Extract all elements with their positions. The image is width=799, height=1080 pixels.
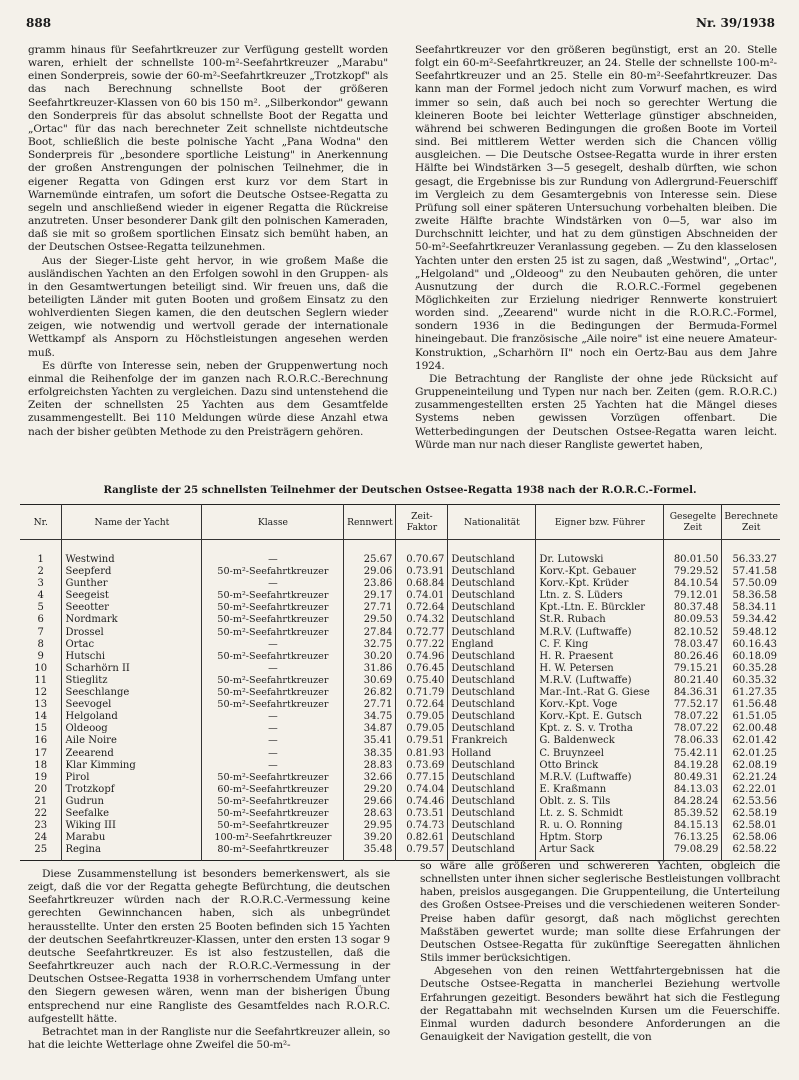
cell-rennwert: 27.84 [344,627,396,639]
cell-berechnete-zeit: 62.01.25 [722,748,780,760]
cell-zeitfaktor: 0.79.57 [396,844,448,861]
cell-gesegelte-zeit: 78.07.22 [664,711,722,723]
cell-klasse: 80-m²-Seefahrtkreuzer [202,844,344,861]
cell-rennwert: 29.50 [344,614,396,626]
cell-klasse: 50-m²-Seefahrtkreuzer [202,796,344,808]
cell-klasse: 50-m²-Seefahrtkreuzer [202,602,344,614]
cell-klasse: — [202,735,344,747]
table-row [20,760,780,772]
header-name: Name der Yacht [62,505,202,540]
cell-name: Gudrun [62,796,202,808]
cell-nr: 15 [20,723,62,735]
paragraph: Diese Zusammenstellung ist besonders bemerkenswert, als sie zeigt, daß die vor der Regatta gehegte Befürchtung, die deutschen Seefahrtkreuzer würden nach der R.O.R.C.-Vermessung keine gerechten Gewinnchancen haben, sich als unbegründet herausstellte. Unter den ersten 25 Booten befinden sich 15 Yachten der deutschen Seefahrtkreuzer-Klassen, unter den ersten 13 sogar 9 deutsche Seefahrtkreuzer. Es ist also festzustellen, daß die Seefahrtkreuzer auch nach der R.O.R.C.-Vermessung in der Deutschen Ostsee-Regatta 1938 in vorherrschendem Umfang unter den Siegern gewesen wären, wenn man der bisherigen Übung entsprechend nur eine Rangliste des Gesamtfeldes nach R.O.R.C. aufgestellt hätte. [28,868,390,1025]
cell-gesegelte-zeit: 84.36.31 [664,687,722,699]
cell-nr: 4 [20,590,62,602]
table-row [20,651,780,663]
table-row [20,699,780,711]
cell-berechnete-zeit: 62.58.06 [722,832,780,844]
table-title: Rangliste der 25 schnellsten Teilnehmer der Deutschen Ostsee-Regatta 1938 nach der R.O.R.C.-Formel. [103,484,697,496]
cell-klasse: 50-m²-Seefahrtkreuzer [202,675,344,687]
cell-gesegelte-zeit: 79.29.52 [664,566,722,578]
table-row [20,735,780,747]
cell-klasse: — [202,748,344,760]
cell-eigner: Otto Brinck [536,760,664,772]
cell-zeitfaktor: 0.74.04 [396,784,448,796]
cell-zeitfaktor: 0.72.77 [396,627,448,639]
cell-eigner: Korv.-Kpt. Gebauer [536,566,664,578]
cell-nr: 13 [20,699,62,711]
cell-nationalitaet: Deutschland [448,772,536,784]
cell-berechnete-zeit: 60.35.28 [722,663,780,675]
cell-nationalitaet: Deutschland [448,723,536,735]
cell-zeitfaktor: 0.70.67 [396,540,448,567]
cell-eigner: Artur Sack [536,844,664,861]
cell-nr: 8 [20,639,62,651]
cell-gesegelte-zeit: 78.03.47 [664,639,722,651]
cell-berechnete-zeit: 58.36.58 [722,590,780,602]
cell-zeitfaktor: 0.73.69 [396,760,448,772]
cell-gesegelte-zeit: 84.19.28 [664,760,722,772]
cell-rennwert: 28.63 [344,808,396,820]
cell-nationalitaet: Deutschland [448,614,536,626]
cell-nationalitaet: Deutschland [448,760,536,772]
cell-eigner: M.R.V. (Luftwaffe) [536,675,664,687]
cell-name: Nordmark [62,614,202,626]
issue-number: Nr. 39/1938 [695,16,775,30]
cell-zeitfaktor: 0.72.64 [396,602,448,614]
cell-name: Helgoland [62,711,202,723]
header-zeitfaktor: Zeit-Faktor [396,505,448,540]
cell-berechnete-zeit: 62.01.42 [722,735,780,747]
cell-gesegelte-zeit: 77.52.17 [664,699,722,711]
cell-zeitfaktor: 0.75.40 [396,675,448,687]
cell-nr: 3 [20,578,62,590]
cell-rennwert: 27.71 [344,699,396,711]
cell-nationalitaet: Holland [448,748,536,760]
cell-nationalitaet: Deutschland [448,687,536,699]
cell-nr: 7 [20,627,62,639]
cell-nationalitaet: Deutschland [448,796,536,808]
cell-eigner: Kpt. z. S. v. Trotha [536,723,664,735]
cell-name: Pirol [62,772,202,784]
cell-rennwert: 38.35 [344,748,396,760]
cell-rennwert: 32.66 [344,772,396,784]
table-row [20,639,780,651]
page-number: 888 [26,16,52,30]
header-rennwert: Rennwert [344,505,396,540]
cell-nationalitaet: Frankreich [448,735,536,747]
cell-zeitfaktor: 0.77.15 [396,772,448,784]
header-berechnete-zeit: Berechnete Zeit [722,505,780,540]
cell-nationalitaet: Deutschland [448,540,536,567]
cell-zeitfaktor: 0.74.73 [396,820,448,832]
cell-klasse: 50-m²-Seefahrtkreuzer [202,590,344,602]
cell-eigner: C. Bruynzeel [536,748,664,760]
cell-rennwert: 29.17 [344,590,396,602]
cell-zeitfaktor: 0.79.05 [396,711,448,723]
cell-name: Seeotter [62,602,202,614]
cell-eigner: Lt. z. S. Schmidt [536,808,664,820]
cell-name: Marabu [62,832,202,844]
cell-berechnete-zeit: 61.27.35 [722,687,780,699]
table-row [20,590,780,602]
cell-klasse: — [202,540,344,567]
cell-name: Westwind [62,540,202,567]
cell-nr: 12 [20,687,62,699]
cell-gesegelte-zeit: 80.01.50 [664,540,722,567]
cell-nationalitaet: England [448,639,536,651]
table-row [20,687,780,699]
column-bottom-left [28,868,390,1052]
cell-rennwert: 29.66 [344,796,396,808]
cell-nationalitaet: Deutschland [448,832,536,844]
cell-rennwert: 27.71 [344,602,396,614]
cell-eigner: Korv.-Kpt. E. Gutsch [536,711,664,723]
cell-nr: 25 [20,844,62,861]
cell-klasse: 60-m²-Seefahrtkreuzer [202,784,344,796]
cell-berechnete-zeit: 60.35.32 [722,675,780,687]
cell-rennwert: 29.20 [344,784,396,796]
cell-nationalitaet: Deutschland [448,627,536,639]
cell-gesegelte-zeit: 80.21.40 [664,675,722,687]
cell-berechnete-zeit: 62.58.22 [722,844,780,861]
cell-zeitfaktor: 0.82.61 [396,832,448,844]
cell-eigner: Hptm. Storp [536,832,664,844]
cell-klasse: 50-m²-Seefahrtkreuzer [202,627,344,639]
cell-name: Seeschlange [62,687,202,699]
cell-klasse: — [202,711,344,723]
cell-klasse: — [202,639,344,651]
cell-name: Scharhörn II [62,663,202,675]
cell-zeitfaktor: 0.74.96 [396,651,448,663]
cell-eigner: M.R.V. (Luftwaffe) [536,772,664,784]
cell-nationalitaet: Deutschland [448,663,536,675]
cell-rennwert: 28.83 [344,760,396,772]
table-row [20,808,780,820]
cell-zeitfaktor: 0.76.45 [396,663,448,675]
cell-klasse: — [202,723,344,735]
cell-rennwert: 35.41 [344,735,396,747]
table-row [20,602,780,614]
cell-gesegelte-zeit: 80.09.53 [664,614,722,626]
cell-nr: 1 [20,540,62,567]
cell-zeitfaktor: 0.73.51 [396,808,448,820]
cell-klasse: 50-m²-Seefahrtkreuzer [202,687,344,699]
cell-name: Oldeoog [62,723,202,735]
cell-nationalitaet: Deutschland [448,590,536,602]
cell-zeitfaktor: 0.71.79 [396,687,448,699]
cell-gesegelte-zeit: 79.08.29 [664,844,722,861]
cell-name: Klar Kimming [62,760,202,772]
cell-klasse: — [202,663,344,675]
cell-zeitfaktor: 0.77.22 [396,639,448,651]
cell-nr: 19 [20,772,62,784]
cell-gesegelte-zeit: 84.13.03 [664,784,722,796]
table-row [20,723,780,735]
cell-nr: 5 [20,602,62,614]
cell-gesegelte-zeit: 85.39.52 [664,808,722,820]
cell-eigner: Korv.-Kpt. Krüder [536,578,664,590]
paragraph: Die Betrachtung der Rangliste der ohne jede Rücksicht auf Gruppeneinteilung und Typen nur nach ber. Zeiten (gem. R.O.R.C.) zusammengestellten ersten 25 Yachten hat die Mängel dieses Systems neben gewissen Vorzügen offenbart. Die Wetterbedingungen der Deutschen Ostsee-Regatta waren leicht. Würde man nur nach dieser Rangliste gewertet haben, [415,372,777,451]
cell-gesegelte-zeit: 80.37.48 [664,602,722,614]
cell-nationalitaet: Deutschland [448,711,536,723]
cell-nr: 24 [20,832,62,844]
cell-eigner: Dr. Lutowski [536,540,664,567]
cell-zeitfaktor: 0.81.93 [396,748,448,760]
cell-berechnete-zeit: 61.56.48 [722,699,780,711]
table-row [20,820,780,832]
table-row [20,566,780,578]
paragraph: Abgesehen von den reinen Wettfahrtergebnissen hat die Deutsche Ostsee-Regatta in mancherlei Beziehung wertvolle Erfahrungen gezeitigt. Besonders bewährt hat sich die Festlegung der Regattabahn mit wechselnden Kursen um die Feuerschiffe. Einmal wurden dadurch besondere Anforderungen an die Genauigkeit der Navigation gestellt, die von [420,965,780,1044]
table-row [20,796,780,808]
cell-zeitfaktor: 0.73.91 [396,566,448,578]
cell-klasse: 50-m²-Seefahrtkreuzer [202,614,344,626]
cell-name: Ortac [62,639,202,651]
cell-zeitfaktor: 0.79.05 [396,723,448,735]
cell-berechnete-zeit: 57.41.58 [722,566,780,578]
column-bottom-right [420,860,780,1044]
header-nr: Nr. [20,505,62,540]
header-klasse: Klasse [202,505,344,540]
cell-name: Trotzkopf [62,784,202,796]
cell-gesegelte-zeit: 80.26.46 [664,651,722,663]
cell-klasse: 50-m²-Seefahrtkreuzer [202,699,344,711]
table-header-row [20,505,780,540]
cell-nationalitaet: Deutschland [448,844,536,861]
cell-berechnete-zeit: 59.48.12 [722,627,780,639]
cell-nr: 6 [20,614,62,626]
cell-rennwert: 29.95 [344,820,396,832]
cell-klasse: 50-m²-Seefahrtkreuzer [202,820,344,832]
header-nationalitaet: Nationalität [448,505,536,540]
table-row [20,614,780,626]
cell-berechnete-zeit: 62.21.24 [722,772,780,784]
cell-name: Regina [62,844,202,861]
cell-nr: 9 [20,651,62,663]
header-eigner: Eigner bzw. Führer [536,505,664,540]
table-row [20,748,780,760]
cell-eigner: Korv.-Kpt. Voge [536,699,664,711]
cell-berechnete-zeit: 62.58.01 [722,820,780,832]
cell-gesegelte-zeit: 79.15.21 [664,663,722,675]
cell-rennwert: 23.86 [344,578,396,590]
cell-nr: 2 [20,566,62,578]
cell-berechnete-zeit: 62.00.48 [722,723,780,735]
cell-klasse: 50-m²-Seefahrtkreuzer [202,651,344,663]
cell-eigner: H. W. Petersen [536,663,664,675]
cell-eigner: C. F. King [536,639,664,651]
cell-berechnete-zeit: 58.34.11 [722,602,780,614]
cell-zeitfaktor: 0.68.84 [396,578,448,590]
cell-eigner: H. R. Praesent [536,651,664,663]
cell-berechnete-zeit: 62.22.01 [722,784,780,796]
cell-name: Seefalke [62,808,202,820]
cell-name: Seegeist [62,590,202,602]
cell-berechnete-zeit: 61.51.05 [722,711,780,723]
cell-eigner: Ltn. z. S. Lüders [536,590,664,602]
cell-berechnete-zeit: 56.33.27 [722,540,780,567]
cell-zeitfaktor: 0.79.51 [396,735,448,747]
cell-nr: 18 [20,760,62,772]
cell-name: Wiking III [62,820,202,832]
cell-gesegelte-zeit: 82.10.52 [664,627,722,639]
table-row [20,627,780,639]
paragraph: so wäre alle größeren und schwereren Yachten, obgleich die schnellsten unter ihnen sicher seglerische Bestleistungen vollbracht haben, preislos ausgegangen. Die Gruppenteilung, die Unterteilung des Großen Ostsee-Preises und die verschiedenen weiteren Sonder-Preise haben dafür gesorgt, daß nach möglichst gerechten Maßstäben gewertet wurde; man sollte diese Erfahrungen der Deutschen Ostsee-Regatta für zukünftige Seeregatten ähnlichen Stils immer berücksichtigen. [420,860,780,965]
table-row [20,675,780,687]
cell-berechnete-zeit: 62.53.56 [722,796,780,808]
ranking-table [20,504,780,861]
cell-rennwert: 29.06 [344,566,396,578]
table-row [20,663,780,675]
cell-eigner: Mar.-Int.-Rat G. Giese [536,687,664,699]
header-gesegelte-zeit: Gesegelte Zeit [664,505,722,540]
cell-name: Aile Noire [62,735,202,747]
cell-nr: 11 [20,675,62,687]
cell-eigner: G. Baldenweck [536,735,664,747]
cell-klasse: 50-m²-Seefahrtkreuzer [202,772,344,784]
cell-eigner: St.R. Rubach [536,614,664,626]
cell-nr: 22 [20,808,62,820]
cell-nationalitaet: Deutschland [448,651,536,663]
cell-gesegelte-zeit: 84.15.13 [664,820,722,832]
cell-nationalitaet: Deutschland [448,784,536,796]
paragraph: Es dürfte von Interesse sein, neben der Gruppenwertung noch einmal die Reihenfolge der im ganzen nach R.O.R.C.-Berechnung erfolgreichsten Yachten zu vergleichen. Dazu sind untenstehend die Zeiten der schnellsten 25 Yachten aus dem Gesamtfelde zusammengestellt. Bei 110 Meldungen würde diese Anzahl etwa nach der bisher geübten Methode zu den Preisträgern gehören. [28,359,388,438]
cell-nationalitaet: Deutschland [448,578,536,590]
paragraph: Seefahrtkreuzer vor den größeren begünstigt, erst an 20. Stelle folgt ein 60-m²-Seefahrtkreuzer, an 24. Stelle der schnellste 100-m²-Seefahrtkreuzer und an 25. Stelle ein 80-m²-Seefahrtkreuzer. Das kann man der Formel jedoch nicht zum Vorwurf machen, es wird immer so sein, daß auch bei noch so gerechter Wertung die kleineren Boote bei leichter Wetterlage günstiger abschneiden, während bei schweren Bedingungen die großen Boote im Vorteil sind. Bei mittlerem Wetter werden sich die Chancen völlig ausgleichen. — Die Deutsche Ostsee-Regatta wurde in ihrer ersten Hälfte bei Windstärken 3—5 gesegelt, deshalb dürften, wie schon gesagt, die Ergebnisse bis zur Rundung von Adlergrund-Feuerschiff im Vergleich zu dem Gesamtergebnis von Interesse sein. Diese Prüfung soll einer späteren Untersuchung vorbehalten bleiben. Die zweite Hälfte brachte Windstärken von 0—5, war also im Durchschnitt leichter, und hat zu dem günstigen Abschneiden der 50-m²-Seefahrtkreuzer Veranlassung gegeben. — Zu den klasselosen Yachten unter den ersten 25 ist zu sagen, daß „Westwind", „Ortac", „Helgoland" und „Oldeoog" zu den Neubauten gehören, die unter Ausnutzung der durch die R.O.R.C.-Formel gegebenen Möglichkeiten zur Erzielung niedriger Rennwerte konstruiert worden sind. „Zeearend" wurde nicht in die R.O.R.C.-Formel, sondern 1936 in die Bedingungen der Bermuda-Formel hineingebaut. Die französische „Aile noire" ist eine neuere Amateur-Konstruktion, „Scharhörn II" noch ein Oertz-Bau aus dem Jahre 1924. [415,44,777,372]
table-body [20,540,780,861]
cell-nationalitaet: Deutschland [448,602,536,614]
cell-klasse: — [202,760,344,772]
table-row [20,832,780,844]
cell-gesegelte-zeit: 75.42.11 [664,748,722,760]
cell-rennwert: 31.86 [344,663,396,675]
cell-nr: 17 [20,748,62,760]
cell-gesegelte-zeit: 78.06.33 [664,735,722,747]
cell-nationalitaet: Deutschland [448,808,536,820]
table-row [20,711,780,723]
cell-rennwert: 34.75 [344,711,396,723]
cell-gesegelte-zeit: 80.49.31 [664,772,722,784]
cell-eigner: Oblt. z. S. Tils [536,796,664,808]
cell-nr: 14 [20,711,62,723]
cell-rennwert: 25.67 [344,540,396,567]
table-row [20,540,780,567]
cell-name: Seepferd [62,566,202,578]
cell-name: Drossel [62,627,202,639]
cell-zeitfaktor: 0.74.32 [396,614,448,626]
cell-berechnete-zeit: 62.58.19 [722,808,780,820]
cell-rennwert: 30.69 [344,675,396,687]
cell-eigner: M.R.V. (Luftwaffe) [536,627,664,639]
table-row [20,844,780,861]
cell-nationalitaet: Deutschland [448,566,536,578]
cell-zeitfaktor: 0.74.46 [396,796,448,808]
cell-eigner: R. u. O. Ronning [536,820,664,832]
cell-name: Gunther [62,578,202,590]
cell-gesegelte-zeit: 78.07.22 [664,723,722,735]
cell-nationalitaet: Deutschland [448,675,536,687]
cell-nr: 10 [20,663,62,675]
cell-nationalitaet: Deutschland [448,699,536,711]
paragraph: Betrachtet man in der Rangliste nur die Seefahrtkreuzer allein, so hat die leichte Wetterlage ohne Zweifel die 50-m²- [28,1025,390,1052]
cell-klasse: 100-m²-Seefahrtkreuzer [202,832,344,844]
paragraph: Aus der Sieger-Liste geht hervor, in wie großem Maße die ausländischen Yachten an den Erfolgen sowohl in den Gruppen- als in den Gesamtwertungen beteiligt sind. Wir freuen uns, daß die beteiligten Länder mit guten Booten und großem Einsatz zu den wohlverdienten Siegen kamen, die den deutschen Seglern wieder zeigen, wie notwendig und wertvoll gerade der internationale Wettkampf als Ansporn zu Höchstleistungen angesehen werden muß. [28,254,388,359]
cell-nr: 20 [20,784,62,796]
column-top-left [28,44,388,439]
cell-zeitfaktor: 0.72.64 [396,699,448,711]
cell-klasse: 50-m²-Seefahrtkreuzer [202,808,344,820]
cell-name: Seevogel [62,699,202,711]
cell-rennwert: 30.20 [344,651,396,663]
cell-eigner: Kpt.-Ltn. E. Bürckler [536,602,664,614]
cell-name: Stieglitz [62,675,202,687]
cell-rennwert: 35.48 [344,844,396,861]
cell-klasse: 50-m²-Seefahrtkreuzer [202,566,344,578]
paragraph: gramm hinaus für Seefahrtkreuzer zur Verfügung gestellt worden waren, erhielt der schnellste 100-m²-Seefahrtkreuzer „Marabu" einen Sonderpreis, sowie der 60-m²-Seefahrtkreuzer „Trotzkopf" als das nach Berechnung schnellste Boot der größeren Seefahrtkreuzer-Klassen von 60 bis 150 m². „Silberkondor" gewann den Sonderpreis für das absolut schnellste Boot der Regatta und „Ortac" für das nach berechneter Zeit schnellste nichtdeutsche Boot, schließlich die beste polnische Yacht „Pana Wodna" den Sonderpreis für „besondere sportliche Leistung" in Anerkennung der großen Anstrengungen der polnischen Teilnehmer, die in eigener Regatta von Gdingen erst kurz vor dem Start in Warnemünde eintrafen, um sofort die Deutsche Ostsee-Regatta zu segeln und anschließend wieder in eigener Regatta die Rückreise anzutreten. Unser besonderer Dank gilt den polnischen Kameraden, daß sie mit so großem sportlichen Einsatz sich bemüht haben, an der Deutschen Ostsee-Regatta teilzunehmen. [28,44,388,254]
cell-berechnete-zeit: 59.34.42 [722,614,780,626]
cell-berechnete-zeit: 57.50.09 [722,578,780,590]
cell-zeitfaktor: 0.74.01 [396,590,448,602]
table-row [20,784,780,796]
cell-eigner: E. Kraßmann [536,784,664,796]
cell-gesegelte-zeit: 84.28.24 [664,796,722,808]
cell-nr: 23 [20,820,62,832]
cell-gesegelte-zeit: 84.10.54 [664,578,722,590]
cell-name: Zeearend [62,748,202,760]
cell-rennwert: 34.87 [344,723,396,735]
cell-gesegelte-zeit: 79.12.01 [664,590,722,602]
cell-gesegelte-zeit: 76.13.25 [664,832,722,844]
cell-berechnete-zeit: 60.16.43 [722,639,780,651]
column-top-right [415,44,777,452]
cell-nr: 16 [20,735,62,747]
cell-rennwert: 39.20 [344,832,396,844]
cell-rennwert: 32.75 [344,639,396,651]
cell-nr: 21 [20,796,62,808]
cell-name: Hutschi [62,651,202,663]
cell-berechnete-zeit: 60.18.09 [722,651,780,663]
table-row [20,578,780,590]
table-row [20,772,780,784]
cell-klasse: — [202,578,344,590]
cell-berechnete-zeit: 62.08.19 [722,760,780,772]
cell-rennwert: 26.82 [344,687,396,699]
cell-nationalitaet: Deutschland [448,820,536,832]
